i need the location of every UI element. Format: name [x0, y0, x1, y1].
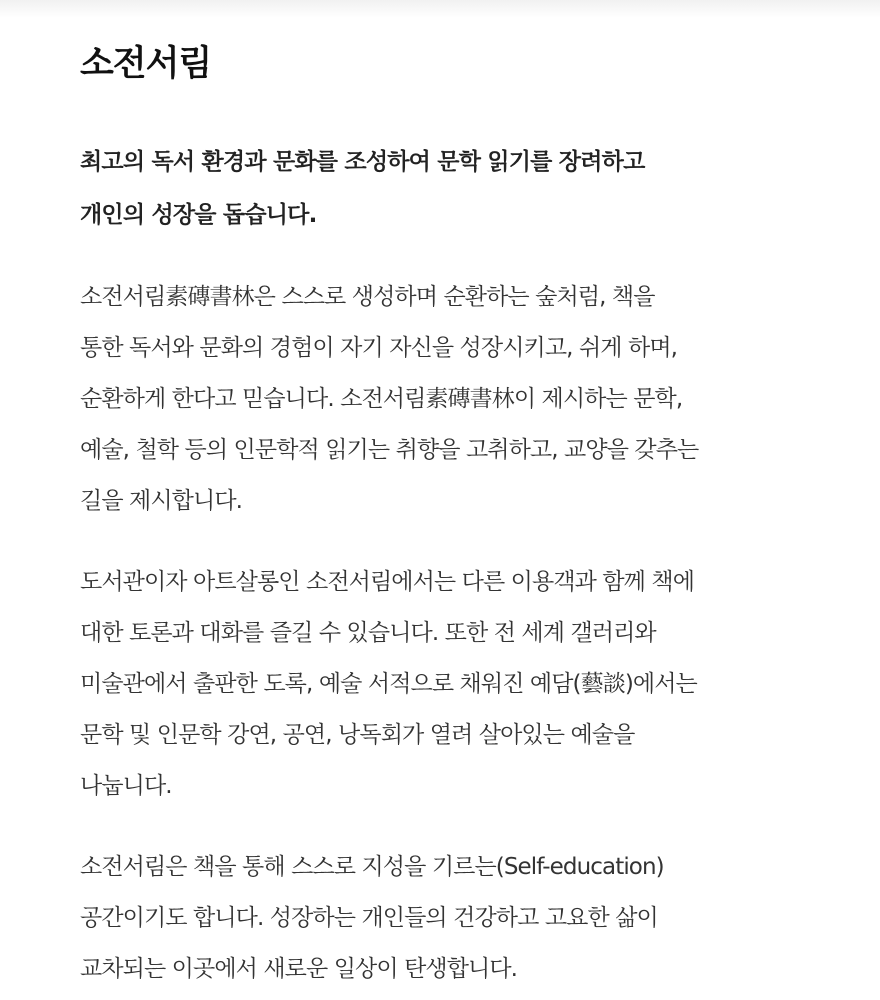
paragraph-line: 공간이기도 합니다. 성장하는 개인들의 건강하고 고요한 삶이 — [80, 905, 658, 931]
paragraph-line: 통한 독서와 문화의 경험이 자기 자신을 성장시키고, 쉬게 하며, — [80, 335, 678, 361]
paragraph-line: 도서관이자 아트살롱인 소전서림에서는 다른 이용객과 함께 책에 — [80, 569, 695, 595]
main-content — [80, 36, 820, 995]
lead-statement — [80, 136, 820, 242]
lead-line: 개인의 성장을 돕습니다. — [80, 202, 317, 228]
paragraph-self-education — [80, 842, 820, 995]
paragraph-line: 순환하게 한다고 믿습니다. 소전서림素磚書林이 제시하는 문학, — [80, 386, 683, 412]
paragraph-line: 교차되는 이곳에서 새로운 일상이 탄생합니다. — [80, 956, 518, 982]
paragraph-line: 문학 및 인문학 강연, 공연, 낭독회가 열려 살아있는 예술을 — [80, 722, 635, 748]
page-title: 소전서림 — [80, 44, 212, 84]
paragraph-line: 길을 제시합니다. — [80, 488, 243, 514]
paragraph-line: 나눕니다. — [80, 773, 172, 799]
top-shadow — [0, 0, 880, 18]
paragraph-line: 소전서림素磚書林은 스스로 생성하며 순환하는 숲처럼, 책을 — [80, 284, 655, 310]
lead-line: 최고의 독서 환경과 문화를 조성하여 문학 읽기를 장려하고 — [80, 149, 645, 175]
paragraph-salon — [80, 557, 820, 812]
paragraph-line: 미술관에서 출판한 도록, 예술 서적으로 채워진 예담(藝談)에서는 — [80, 671, 697, 697]
paragraph-line: 예술, 철학 등의 인문학적 읽기는 취향을 고취하고, 교양을 갖추는 — [80, 437, 699, 463]
paragraph-line: 대한 토론과 대화를 즐길 수 있습니다. 또한 전 세계 갤러리와 — [80, 620, 656, 646]
paragraph-line: 소전서림은 책을 통해 스스로 지성을 기르는(Self-education) — [80, 854, 664, 880]
paragraph-intro — [80, 272, 820, 527]
